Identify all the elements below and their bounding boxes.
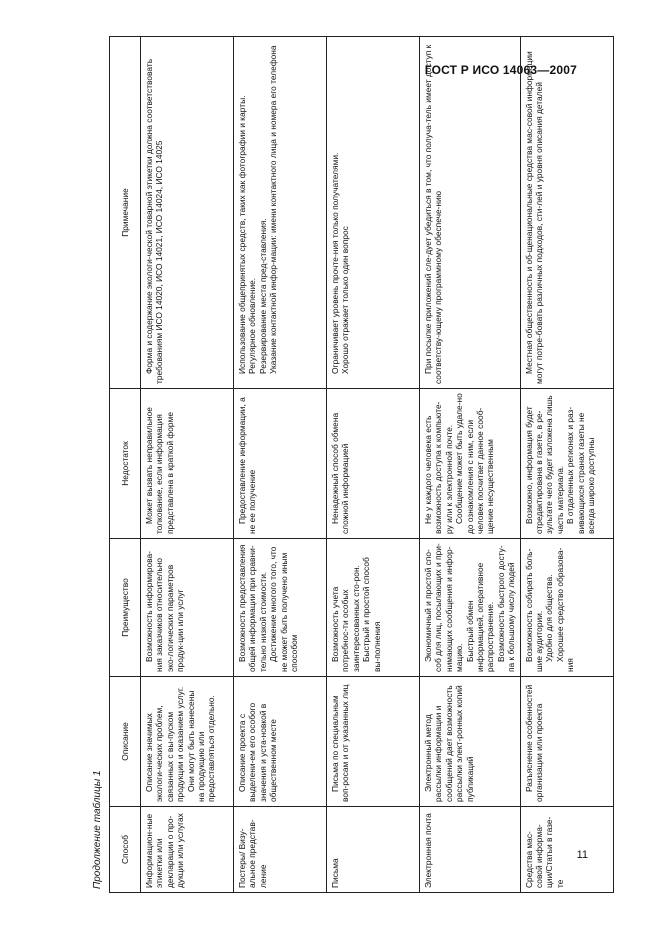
cell-text: Информацион-ные этикетки или декларации о про-дукции или услугах [144,813,186,888]
table-row [141,37,234,893]
note-cell [234,37,327,389]
column-header-advantage: Преимущество [110,539,141,677]
cell-text: Сообщение может быть удале-но до ознакомления с ним, если человек посчитает данное сооб-щение несущественным [454,393,496,534]
cell-text: Предоставление информации, а не ее получение [237,397,258,534]
cell-text: Форма и содержание экологи-ческой товарной этикетки должна соответствовать требованиям ИСО 14020, ИСО 14021, ИСО 14024, ИСО 14025 [144,58,165,384]
cell-text: Использование общепринятых средств, таких как фотографии и карты. [237,95,247,374]
description-cell [327,677,420,807]
method-cell [520,807,613,893]
disadvantage-cell [520,389,613,539]
column-header-method: Способ [110,807,141,893]
cell-text: Возможность быстрого досту-па к большому числу людей [495,545,517,672]
cell-text: При посылке приложений сле-дует убедиться в том, что получа-тель имеет доступ к соответству-ющему программному обеспече-нию [423,44,444,384]
advantage-cell [141,539,234,677]
document-code: ГОСТ Р ИСО 14063—2007 [424,63,577,77]
column-header-description: Описание [110,677,141,807]
table-row [520,37,613,893]
cell-text: Описание проекта с выделени-ем его особого значения и уста-новкой в общественном месте [237,702,279,802]
note-cell [141,37,234,389]
cell-text: Достижение многого того, что не может быть получено иным способом [268,546,300,672]
table-row [327,37,420,893]
method-cell [327,807,420,893]
description-cell [520,677,613,807]
cell-text: Экономичный и простой спо-соб для лиц, посылающих и при-нимающих сообщения и инфор-мацию. [423,543,465,672]
cell-text: Возможно, информация будет отредактирована в газете, в ре-зультате чего будет изложена лишь часть материала. [523,395,565,534]
table-caption: Продолжение таблицы 1 [92,770,103,889]
advantage-cell [420,539,521,677]
table-row [234,37,327,893]
cell-text: Описание значимых экологи-ческих проблем, связанных с вы-пуском продукции и оказанием услуг. [144,686,186,802]
cell-text: Указание контактной инфор-мации: имени контактного лица и номера его телефона [268,45,279,374]
cell-text: Электронный метод рассылки информации и сообщений дает возможность рассылки элект-ронных копий публикаций [423,685,475,802]
method-cell [141,807,234,893]
cell-text: Ограничивает уровень прочте-ния только получателями. [330,152,340,374]
note-cell [420,37,521,389]
cell-text: Резервирование места пред-ставления. [257,218,268,374]
cell-text: Быстрый и простой способ вы-полнения [361,557,382,672]
table-row [420,37,521,893]
cell-text: Возможность собирать боль-шие аудитории. [523,548,545,672]
cell-text: Письма [330,858,340,888]
method-cell [234,807,327,893]
description-cell [234,677,327,807]
cell-text: Хорошее средство образова-ния [554,547,576,672]
cell-text: Они могут быть нанесены на продукцию или предоставляться отдельно. [185,690,217,802]
cell-text: Разъяснение особенностей организации или проекта [523,684,545,802]
note-cell [327,37,420,389]
cell-text: Удобно для общества. [544,574,555,662]
disadvantage-cell [234,389,327,539]
advantage-cell [234,539,327,677]
cell-text: Быстрый обмен информацией, оперативное распространение. [464,562,496,672]
description-cell [420,677,521,807]
cell-text: Электронная почта [423,813,433,888]
advantage-cell [327,539,420,677]
method-cell [420,807,521,893]
page-number: 11 [576,849,588,861]
description-cell [141,677,234,807]
cell-text: В отдаленных регионах и раз-вивающихся странах газеты не всегда широко доступны [565,406,597,534]
cell-text: Не у каждого человека есть возможность доступа к компьюте-ру или к электронной почте. [423,401,454,534]
methods-table [109,36,614,893]
cell-text: Может вызвать неправильное толкование, если информация представлена в краткой форме [144,407,175,534]
cell-text: Местная общественность и об-щенациональные средства мас-совой информации могут потре-бовать различных подходов, сти-лей и уровня описания деталей [523,51,545,384]
cell-text: Хорошо отражает только один вопрос [340,226,351,374]
cell-text: Письма по специальным воп-росам и от указанных лиц [330,684,351,802]
cell-text: Средства мас-совой информа-ции/Статьи в газе-те [523,816,565,888]
cell-text: Регулярное обновление. [247,277,258,374]
disadvantage-cell [420,389,521,539]
cell-text: Возможность предоставления общей информации при сравни-тельно низкой стоимости. [237,544,268,672]
cell-text: Постеры/ Визу-альное представ-ление [237,819,268,888]
cell-text: Возможность учета потребнос-ти особых заинтересованных сто-рон. [330,565,361,672]
column-header-note: Примечание [110,37,141,389]
disadvantage-cell [327,389,420,539]
column-header-disadvantage: Недостаток [110,389,141,539]
note-cell [520,37,613,389]
cell-text: Возможность информирова-ния заказчиков относительно эко-логических параметров продук-ции или услуг [144,551,186,672]
table-header-row [110,37,141,893]
advantage-cell [520,539,613,677]
disadvantage-cell [141,389,234,539]
cell-text: Ненадежный способ обмена сложной информацией [330,412,351,534]
